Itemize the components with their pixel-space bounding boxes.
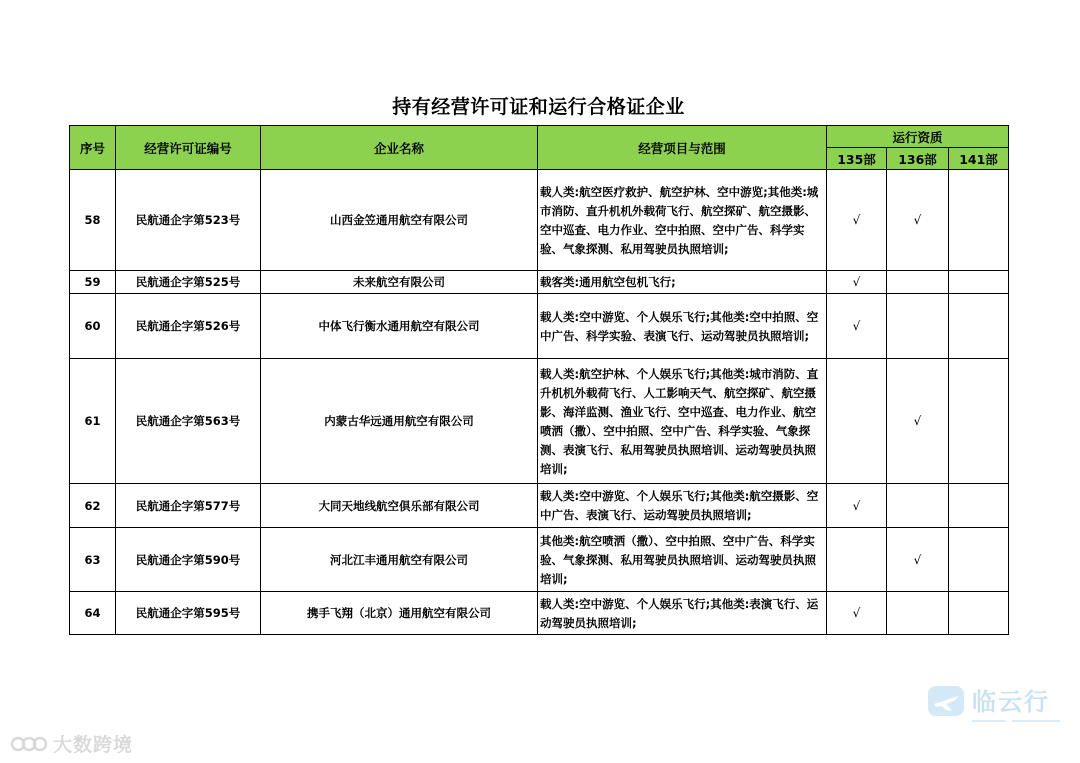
cell-business-scope: 载人类:空中游览、个人娱乐飞行;其他类:表演飞行、运动驾驶员执照培训; (538, 592, 827, 635)
cell-seq: 61 (70, 359, 116, 484)
cell-seq: 63 (70, 528, 116, 592)
cell-part-136 (887, 271, 949, 294)
cell-part-135: √ (827, 170, 887, 271)
header-permit-number: 经营许可证编号 (116, 126, 261, 170)
cell-part-141 (949, 271, 1009, 294)
header-operating-qualification: 运行资质 (827, 126, 1009, 148)
watermark-decor-stroke (972, 720, 1006, 722)
cell-part-135 (827, 359, 887, 484)
cell-seq: 62 (70, 484, 116, 528)
cell-part-135: √ (827, 592, 887, 635)
cell-part-141 (949, 294, 1009, 359)
header-business-scope: 经营项目与范围 (538, 126, 827, 170)
cell-business-scope: 载人类:航空护林、个人娱乐飞行;其他类:城市消防、直升机机外载荷飞行、人工影响天气、航空探矿、航空摄影、海洋监测、渔业飞行、空中巡查、电力作业、航空喷洒（撒）、空中拍照、空中广告、科学实验、气象探测、表演飞行、私用驾驶员执照培训、运动驾驶员执照培训; (538, 359, 827, 484)
table-row (70, 294, 1009, 359)
table-row (70, 170, 1009, 271)
cell-business-scope: 载客类:通用航空包机飞行; (538, 271, 827, 294)
airplane-cloud-icon (926, 682, 968, 728)
cell-part-141 (949, 484, 1009, 528)
table-row (70, 271, 1009, 294)
cell-part-141 (949, 528, 1009, 592)
cell-part-135: √ (827, 484, 887, 528)
cell-business-scope: 载人类:空中游览、个人娱乐飞行;其他类:航空摄影、空中广告、表演飞行、运动驾驶员执照培训; (538, 484, 827, 528)
cell-seq: 59 (70, 271, 116, 294)
cell-company-name: 中体飞行衡水通用航空有限公司 (261, 294, 538, 359)
cell-permit-number: 民航通企字第595号 (116, 592, 261, 635)
watermark-right-name: 临云行 (972, 688, 1050, 716)
header-company-name: 企业名称 (261, 126, 538, 170)
permit-table (69, 125, 1009, 635)
cell-part-135: √ (827, 294, 887, 359)
cell-company-name: 携手飞翔（北京）通用航空有限公司 (261, 592, 538, 635)
cell-part-136 (887, 592, 949, 635)
header-part-135: 135部 (827, 148, 887, 170)
cell-part-135 (827, 528, 887, 592)
cell-company-name: 山西金笠通用航空有限公司 (261, 170, 538, 271)
cell-seq: 60 (70, 294, 116, 359)
cell-company-name: 河北江丰通用航空有限公司 (261, 528, 538, 592)
cell-permit-number: 民航通企字第563号 (116, 359, 261, 484)
cell-business-scope: 载人类:空中游览、个人娱乐飞行;其他类:空中拍照、空中广告、科学实验、表演飞行、运动驾驶员执照培训; (538, 294, 827, 359)
cell-permit-number: 民航通企字第590号 (116, 528, 261, 592)
table-row (70, 359, 1009, 484)
watermark-linyunxing (926, 680, 1071, 738)
table-row (70, 592, 1009, 635)
cell-business-scope: 载人类:航空医疗救护、航空护林、空中游览;其他类:城市消防、直升机机外载荷飞行、航空探矿、航空摄影、空中巡查、电力作业、空中拍照、空中广告、科学实验、气象探测、私用驾驶员执照培训; (538, 170, 827, 271)
cell-permit-number: 民航通企字第577号 (116, 484, 261, 528)
cell-permit-number: 民航通企字第526号 (116, 294, 261, 359)
cell-permit-number: 民航通企字第525号 (116, 271, 261, 294)
watermark-dashu (10, 730, 133, 756)
cell-part-136: √ (887, 359, 949, 484)
cell-part-136 (887, 484, 949, 528)
cell-company-name: 大同天地线航空俱乐部有限公司 (261, 484, 538, 528)
cell-part-135: √ (827, 271, 887, 294)
cell-part-136: √ (887, 528, 949, 592)
cell-part-141 (949, 359, 1009, 484)
cell-part-136: √ (887, 170, 949, 271)
header-seq: 序号 (70, 126, 116, 170)
cell-business-scope: 其他类:航空喷洒（撒）、空中拍照、空中广告、科学实验、气象探测、私用驾驶员执照培训、运动驾驶员执照培训; (538, 528, 827, 592)
watermark-logo-icon (10, 732, 48, 754)
cell-seq: 58 (70, 170, 116, 271)
cell-company-name: 内蒙古华远通用航空有限公司 (261, 359, 538, 484)
table-row (70, 528, 1009, 592)
cell-part-141 (949, 592, 1009, 635)
watermark-decor-stroke (1012, 720, 1060, 722)
header-part-136: 136部 (887, 148, 949, 170)
cell-company-name: 未来航空有限公司 (261, 271, 538, 294)
cell-permit-number: 民航通企字第523号 (116, 170, 261, 271)
watermark-left-text: 大数跨境 (53, 733, 134, 756)
page-title: 持有经营许可证和运行合格证企业 (392, 96, 685, 118)
cell-part-141 (949, 170, 1009, 271)
cell-part-136 (887, 294, 949, 359)
header-part-141: 141部 (949, 148, 1009, 170)
table-row (70, 484, 1009, 528)
cell-seq: 64 (70, 592, 116, 635)
